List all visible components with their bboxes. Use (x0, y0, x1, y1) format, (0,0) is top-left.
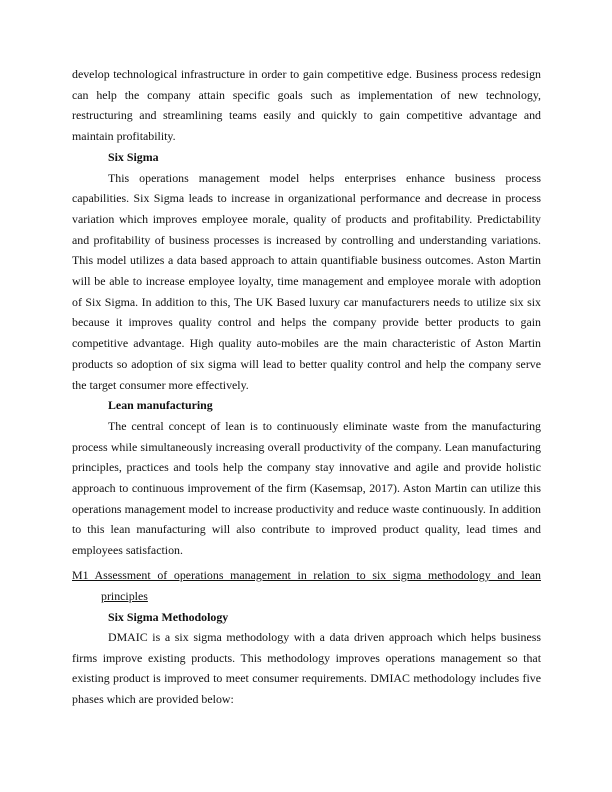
document-page (72, 64, 541, 710)
six-sigma-paragraph: This operations management model helps enterprises enhance business process capabilities. Six Sigma leads to increase in organizational performance and decrease in process variation which improves employee morale, quality of products and profitability. Predictability and profitability of business processes is increased by controlling and understanding variations. This model utilizes a data based approach to attain quantifiable business outcomes. Aston Martin will be able to increase employee loyalty, time management and employee morale with adoption of Six Sigma. In addition to this, The UK Based luxury car manufacturers needs to utilize six six because it improves quality control and helps the company provide better products to gain competitive advantage. High quality auto-mobiles are the main characteristic of Aston Martin products so adoption of six sigma will lead to better quality control and help the company serve the target consumer more effectively. (72, 170, 541, 392)
intro-paragraph: develop technological infrastructure in order to gain competitive edge. Business process redesign can help the company attain specific goals such as implementation of new technology, restructuring and streamlining teams easily and quickly to gain competitive advantage and maintain profitability. (72, 67, 541, 144)
lean-manufacturing-heading: Lean manufacturing (108, 398, 213, 413)
m1-section-heading: M1 Assessment of operations management in relation to six sigma methodology and lean principles (72, 567, 541, 603)
six-sigma-methodology-heading: Six Sigma Methodology (108, 609, 229, 624)
lean-manufacturing-paragraph: The central concept of lean is to continuously eliminate waste from the manufacturing process while simultaneously increasing overall productivity of the company. Lean manufacturing principles, practices and tools help the company stay innovative and agile and provide holistic approach to continuous improvement of the firm (Kasemsap, 2017). Aston Martin can utilize this operations management model to increase productivity and reduce waste continuously. In addition to this lean manufacturing will also contribute to improved product quality, lead times and employees satisfaction. (72, 418, 541, 558)
six-sigma-methodology-paragraph: DMAIC is a six sigma methodology with a data driven approach which helps business firms improve existing products. This methodology improves operations management so that existing product is improved to meet consumer requirements. DMIAC methodology includes five phases which are provided below: (72, 629, 541, 706)
six-sigma-heading: Six Sigma (108, 149, 159, 164)
